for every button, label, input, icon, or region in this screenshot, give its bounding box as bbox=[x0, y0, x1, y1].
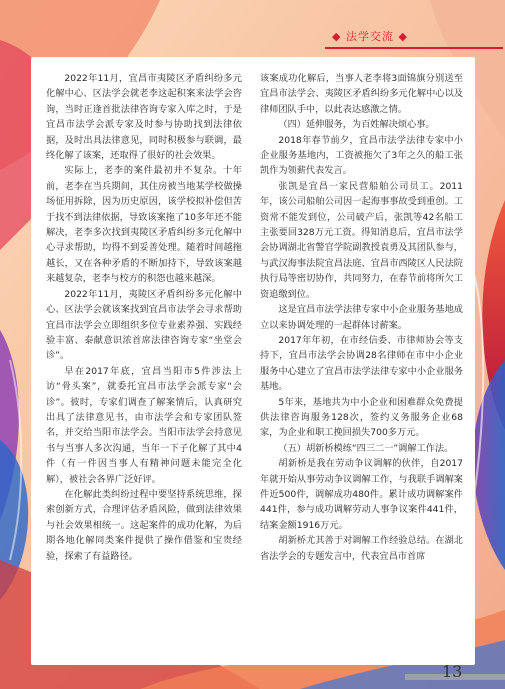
paragraph: 2017年年初，在市经信委、市律师协会等支持下，宜昌市法学会协调28名律师在市中小企业服务中心建立了宜昌市法学法律专家中小企业服务基地。 bbox=[260, 334, 463, 393]
paragraph: 这是宜昌市法学法律专家中小企业服务基地成立以来协调处理的一起群体讨薪案。 bbox=[260, 304, 463, 331]
right-column bbox=[260, 71, 463, 667]
paragraph: 5年来，基地共为中小企业和困难群众免费提供法律咨询服务128次，签约义务服务企业68家，为企业和职工挽回损失700多万元。 bbox=[260, 396, 463, 439]
paragraph: 实际上，老李的案件最初并不复杂。十年前，老李在当兵期间，其住房被当地某学校做操场征用拆除，因为历史原因，该学校拟补偿但苦于找不到法律依据，导致该案拖了10多年还不能解决，老李多次找到夷陵区矛盾纠纷多元化解中心寻求帮助，均得不到妥善处理。随着时间越拖越长，又在各种矛盾的不断加持下，导致该案越来越复杂，老李与校方的积怨也越来越深。 bbox=[46, 165, 242, 285]
paragraph: 胡新桥是我在劳动争议调解的伙伴，自2017年就开始从事劳动争议调解工作，与我联手调解案件近500件，调解成功480件。累计成功调解案件441件，参与成功调解劳动人事争议案件441件，结案金额1916万元。 bbox=[260, 458, 463, 531]
paragraph: 2022年11月，宜昌市夷陵区矛盾纠纷多元化解中心、区法学会就老李这起积案来法学会咨询，当时正逢首批法律咨询专家入库之时，于是宜昌市法学会派专家及时参与协助找到法律依据，及时出具法律意见，同时积极参与联调，最终化解了该案，还取得了很好的社会效果。 bbox=[46, 73, 242, 162]
paragraph: 该案成功化解后，当事人老李将3面锦旗分别送至宜昌市法学会、夷陵区矛盾纠纷多元化解中心以及律师团队手中，以此表达感激之情。 bbox=[260, 73, 463, 115]
left-column bbox=[46, 71, 242, 667]
paragraph: 张凯是宜昌一家民营船舶公司员工。2011年，该公司船舶公司因一起海事事故受到重创。工资常不能发到位，公司破产后，张凯等42名船工主张要回328万元工资。得知消息后，宜昌市法学会协调湖北省警官学院副教授袁勇及其团队参与，与武汉海事法院宜昌法庭、宜昌市西陵区人民法院执行局等密切协作，共同努力，在春节前将所欠工资追缴到位。 bbox=[260, 180, 463, 300]
header-divider bbox=[325, 47, 503, 49]
paragraph: 在化解此类纠纷过程中要坚持系统思维，探索创新方式，合理评估矛盾风险，做到法律效果与社会效果相统一。这起案件的成功化解，为后期各地化解同类案件提供了操作借鉴和宝贵经验，探索了有益路径。 bbox=[46, 488, 242, 562]
paragraph: 胡新桥尤其善于对调解工作经验总结。在湖北省法学会的专题发言中，代表宜昌市首席 bbox=[260, 535, 463, 562]
paragraph: （五）胡新桥模练“四三二一”调解工作法。 bbox=[278, 442, 454, 454]
section-tag: ◆ 法学交流 ◆ bbox=[332, 30, 408, 43]
paragraph: 2018年春节前夕，宜昌市法学法律专家中小企业服务基地内，工资被拖欠了3年之久的船工张凯作为领薪代表发言。 bbox=[260, 134, 463, 177]
paragraph: 早在2017年底，宜昌当阳市5件涉法上访“骨头案”，就委托宜昌市法学会派专家“会诊”。彼时，专家们调查了解案情后，认真研究出具了法律意见书，由市法学会和专家团队签名，并交给当阳市法学会。当阳市法学会持意见书与当事人多次沟通，当年一下子化解了其中4件（有一件因当事人有精神问题未能完全化解），被社会各界广泛好评。 bbox=[46, 365, 242, 485]
page-number: 13 bbox=[442, 662, 463, 681]
paragraph: （四）延伸服务，为百姓解决烦心事。 bbox=[278, 119, 435, 131]
paragraph: 2022年11月，夷陵区矛盾纠纷多元化解中心、区法学会就该案找到宜昌市法学会寻求帮助宜昌市法学会立即组织多位专业素养强、实践经验丰富、泰献意识浓首席法律咨询专家“坐堂会诊”。 bbox=[46, 288, 242, 362]
